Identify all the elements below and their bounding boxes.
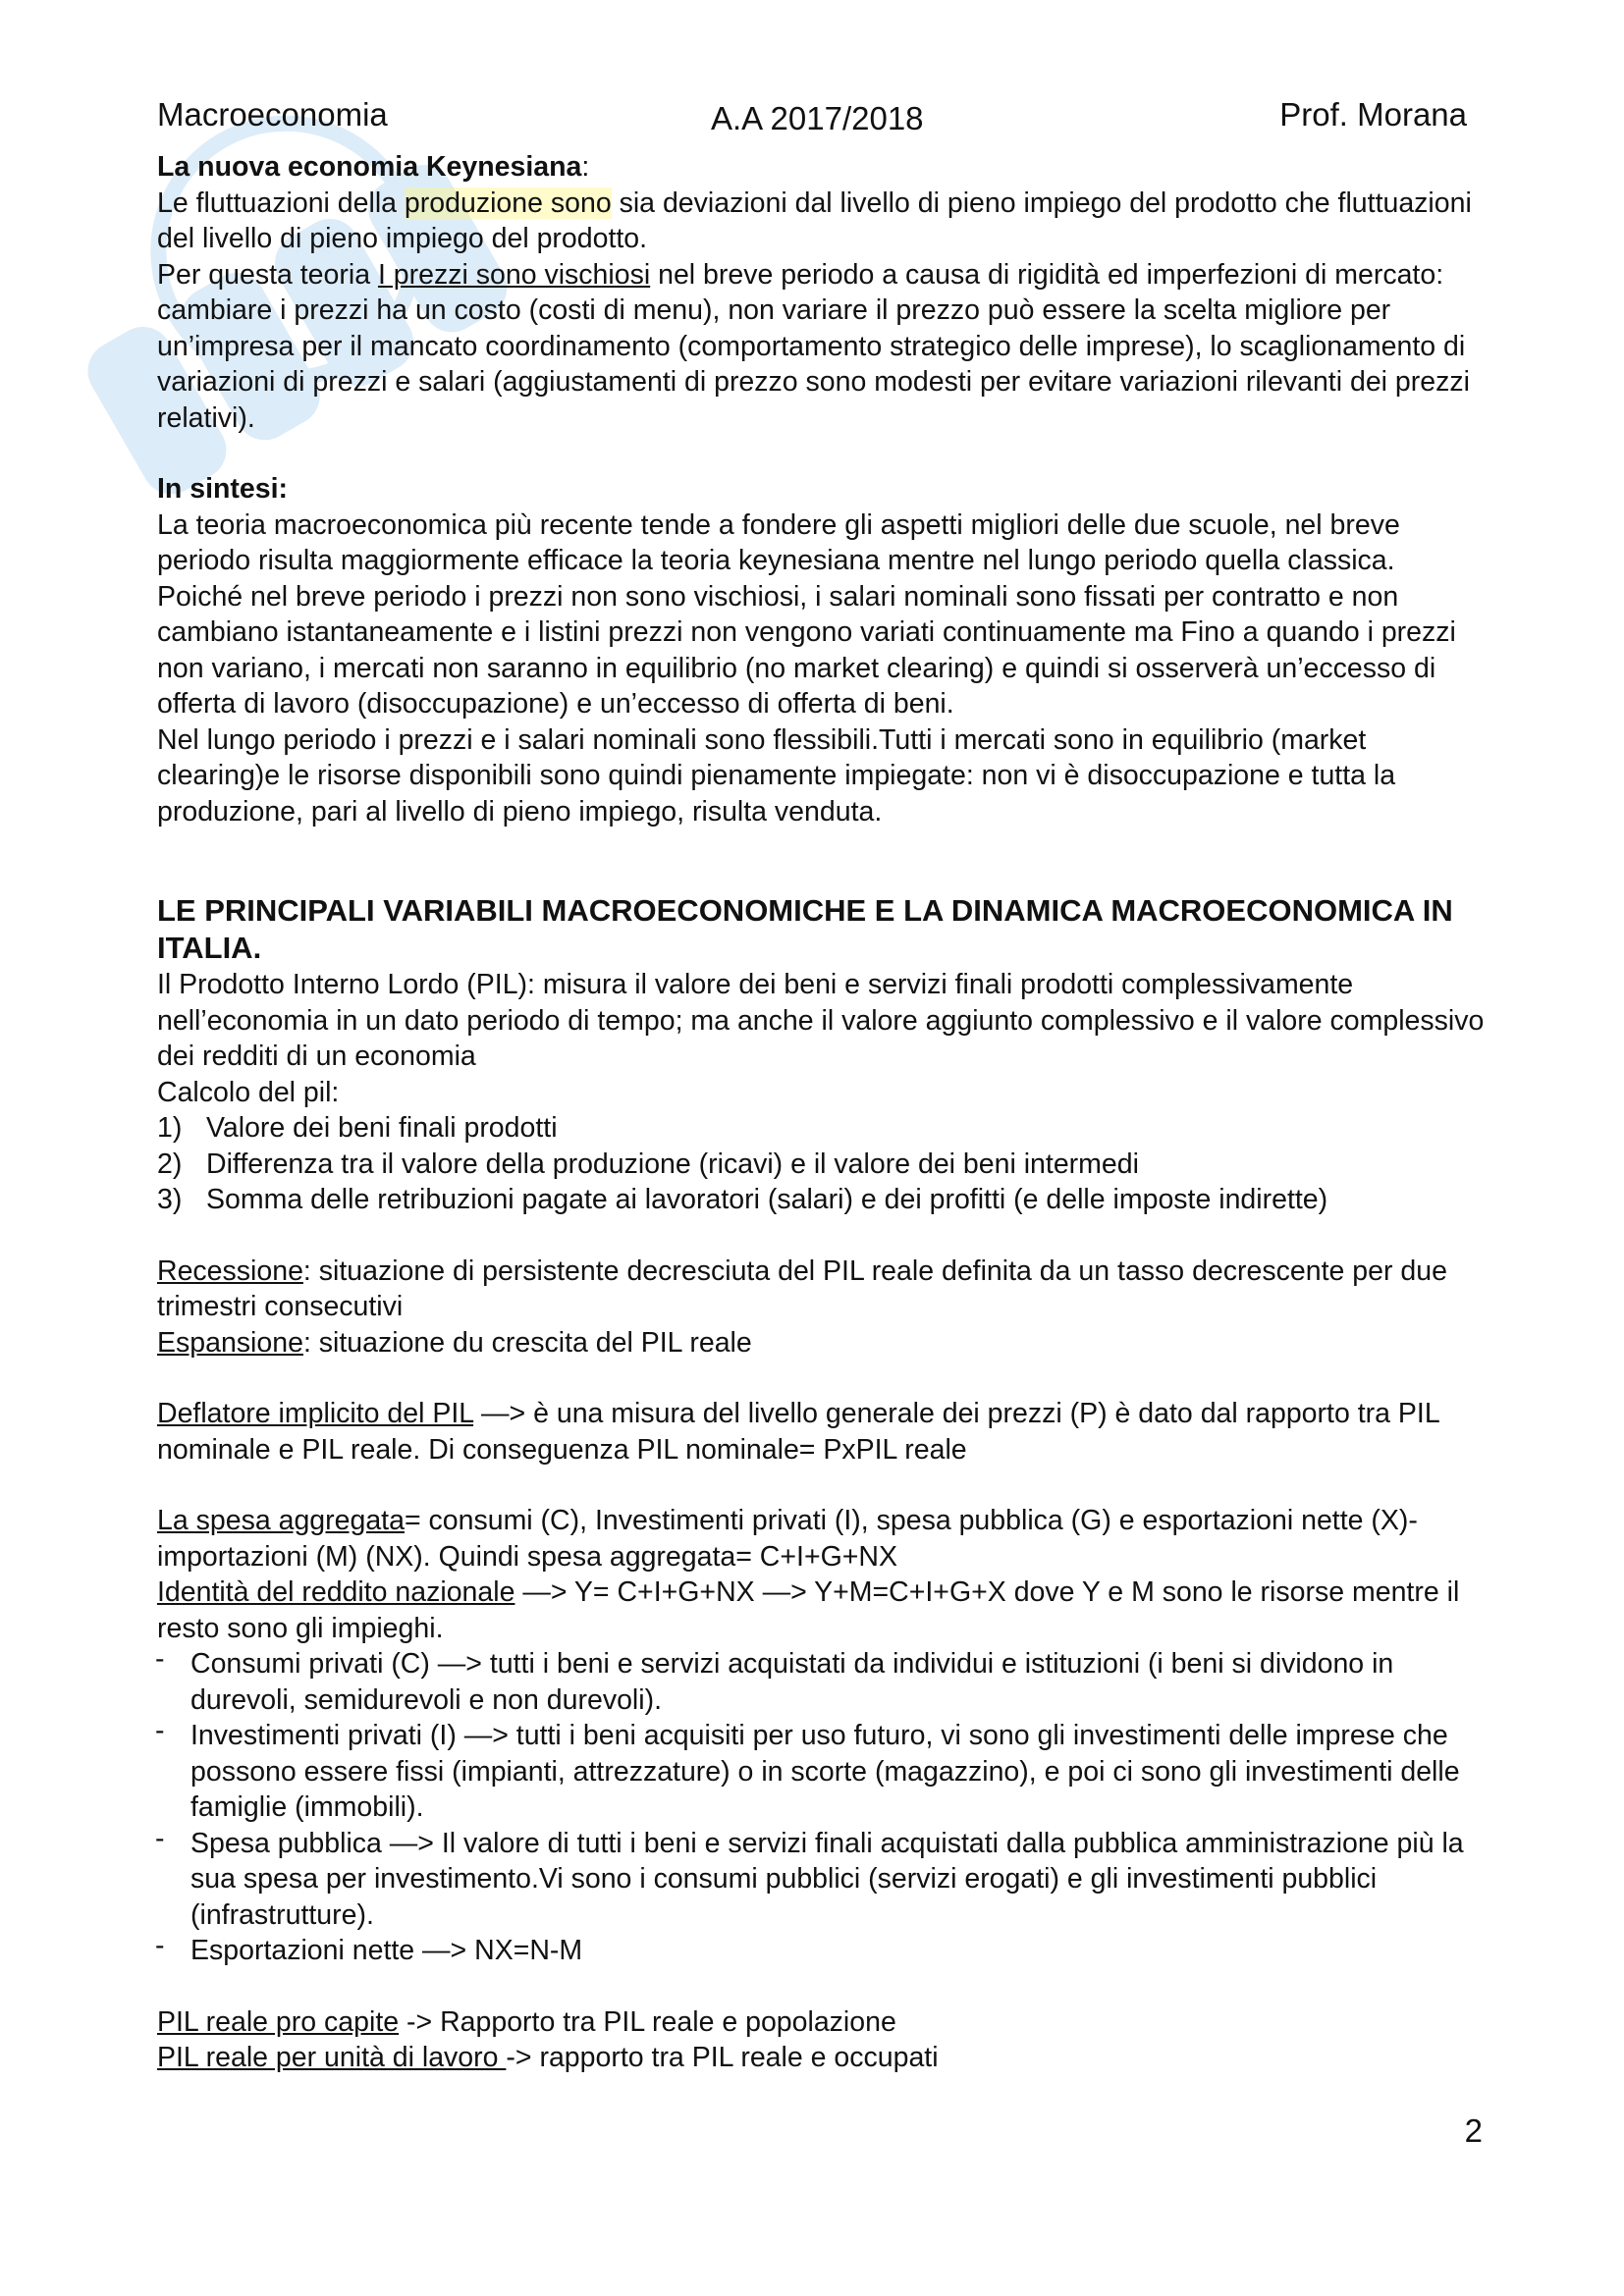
list-item: - Esportazioni nette —> NX=N-M: [155, 1930, 583, 1966]
list-item: 2) Differenza tra il valore della produzione (ricavi) e il valore dei beni intermedi: [157, 1148, 1139, 1180]
calc-list: [157, 1110, 1492, 1218]
list-item: - Investimenti privati (I) —> tutti i beni acquisiti per uso futuro, vi sono gli investimenti delle imprese che possono essere fissi (impianti, attrezzature) o in scorte (magazzino), e poi ci sono gli investimenti delle famiglie (immobili).: [155, 1715, 1460, 1823]
paragraph: Nel lungo periodo i prezzi e i salari nominali sono flessibili.Tutti i mercati sono in equilibrio (market clearing)e le risorse disponibili sono quindi pienamente impiegate: non vi è disoccupazione e tutta la produzione, pari al livello di pieno impiego, risulta venduta.: [157, 723, 1396, 828]
page-content: [157, 149, 1492, 2076]
page-number: 2: [1464, 2112, 1483, 2149]
paragraph-deflator: Deflatore implicito del PIL —> è una misura del livello generale dei prezzi (P) è dato dal rapporto tra PIL nominale e PIL reale. Di conseguenza PIL nominale= PxPIL reale: [157, 1398, 1439, 1466]
underlined-term: PIL reale pro capite: [157, 2005, 400, 2038]
highlighted-text: produzione sono: [404, 187, 612, 219]
paragraph: Le fluttuazioni della produzione sono sia deviazioni dal livello di pieno impiego del prodotto che fluttuazioni del livello di pieno impiego del prodotto.: [157, 187, 1472, 254]
paragraph-income-identity: Identità del reddito nazionale —> Y= C+I+G+NX —> Y+M=C+I+G+X dove Y e M sono le risorse mentre il resto sono gli impieghi.: [157, 1576, 1460, 1644]
header-academic-year: A.A 2017/2018: [711, 100, 924, 136]
underlined-term: Espansione: [157, 1326, 303, 1359]
paragraph-aggregate-spending: La spesa aggregata= consumi (C), Investimenti privati (I), spesa pubblica (G) e esportazioni nette (X)- importazioni (M) (NX). Quindi spesa aggregata= C+I+G+NX: [157, 1505, 1418, 1573]
paragraph: Per questa teoria I prezzi sono vischiosi nel breve periodo a causa di rigidità ed imperfezioni di mercato: cambiare i prezzi ha un costo (costi di menu), non variare il prezzo può essere la scelta migliore per un’impresa per il mancato coordinamento (comportamento strategico delle imprese), lo scaglionamento di variazioni di prezzi e salari (aggiustamenti di prezzo sono modesti per evitare variazioni rilevanti dei prezzi relativi).: [157, 258, 1470, 434]
list-item: 3) Somma delle retribuzioni pagate ai lavoratori (salari) e dei profitti (e delle imposte indirette): [157, 1184, 1328, 1215]
list-item: - Consumi privati (C) —> tutti i beni e servizi acquistati da individui e istituzioni (i beni si dividono in durevoli, semidurevoli e non durevoli).: [155, 1643, 1394, 1716]
paragraph-pil-per-unit: PIL reale per unità di lavoro -> rapporto tra PIL reale e occupati: [157, 2042, 939, 2073]
calc-label: Calcolo del pil:: [157, 1076, 340, 1108]
components-list: [155, 1643, 1492, 1969]
paragraph: La teoria macroeconomica più recente tende a fondere gli aspetti migliori delle due scuole, nel breve periodo risulta maggiormente efficace la teoria keynesiana mentre nel lungo periodo quella classica.: [157, 508, 1400, 576]
underlined-term: I prezzi sono vischiosi: [377, 258, 651, 291]
section-title-summary: In sintesi:: [157, 473, 289, 505]
page-header: [157, 96, 1467, 139]
paragraph: Poiché nel breve periodo i prezzi non sono vischiosi, i salari nominali sono fissati per contratto e non cambiano istantaneamente e i listini prezzi non vengono variati continuamente ma Fino a quando i prezzi non variano, i mercati non saranno in equilibrio (no market clearing) e quindi si osserverà un’eccesso di offerta di lavoro (disoccupazione) e un’eccesso di offerta di beni.: [157, 580, 1456, 720]
section-heading-macro-variables: LE PRINCIPALI VARIABILI MACROECONOMICHE E LA DINAMICA MACROECONOMICA IN ITALIA.: [157, 893, 1453, 965]
paragraph-pil-per-capita: PIL reale pro capite -> Rapporto tra PIL reale e popolazione: [157, 2005, 896, 2038]
list-item: 1) Valore dei beni finali prodotti: [157, 1112, 558, 1144]
list-item: - Spesa pubblica —> Il valore di tutti i beni e servizi finali acquistati dalla pubblica amministrazione più la sua spesa per investimento.Vi sono i consumi pubblici (servizi erogati) e gli investimenti pubblici (infrastrutture).: [155, 1822, 1464, 1931]
underlined-term: Recessione: [157, 1255, 303, 1287]
underlined-term: Deflatore implicito del PIL: [157, 1398, 474, 1429]
paragraph-expansion: Espansione: situazione du crescita del PIL reale: [157, 1326, 752, 1359]
header-course: Macroeconomia: [157, 96, 388, 133]
underlined-term: PIL reale per unità di lavoro: [157, 2042, 507, 2073]
underlined-term: Identità del reddito nazionale: [157, 1576, 515, 1608]
underlined-term: La spesa aggregata: [157, 1505, 405, 1536]
paragraph-pil-definition: Il Prodotto Interno Lordo (PIL): misura il valore dei beni e servizi finali prodotti complessivamente nell’economia in un dato periodo di tempo; ma anche il valore aggiunto complessivo e il valore complessivo dei redditi di un economia: [157, 969, 1485, 1072]
paragraph-recession: Recessione: situazione di persistente decresciuta del PIL reale definita da un tasso decrescente per due trimestri consecutivi: [157, 1255, 1447, 1322]
section-title-keynesian: La nuova economia Keynesiana:: [157, 151, 590, 183]
header-professor: Prof. Morana: [1279, 96, 1467, 133]
